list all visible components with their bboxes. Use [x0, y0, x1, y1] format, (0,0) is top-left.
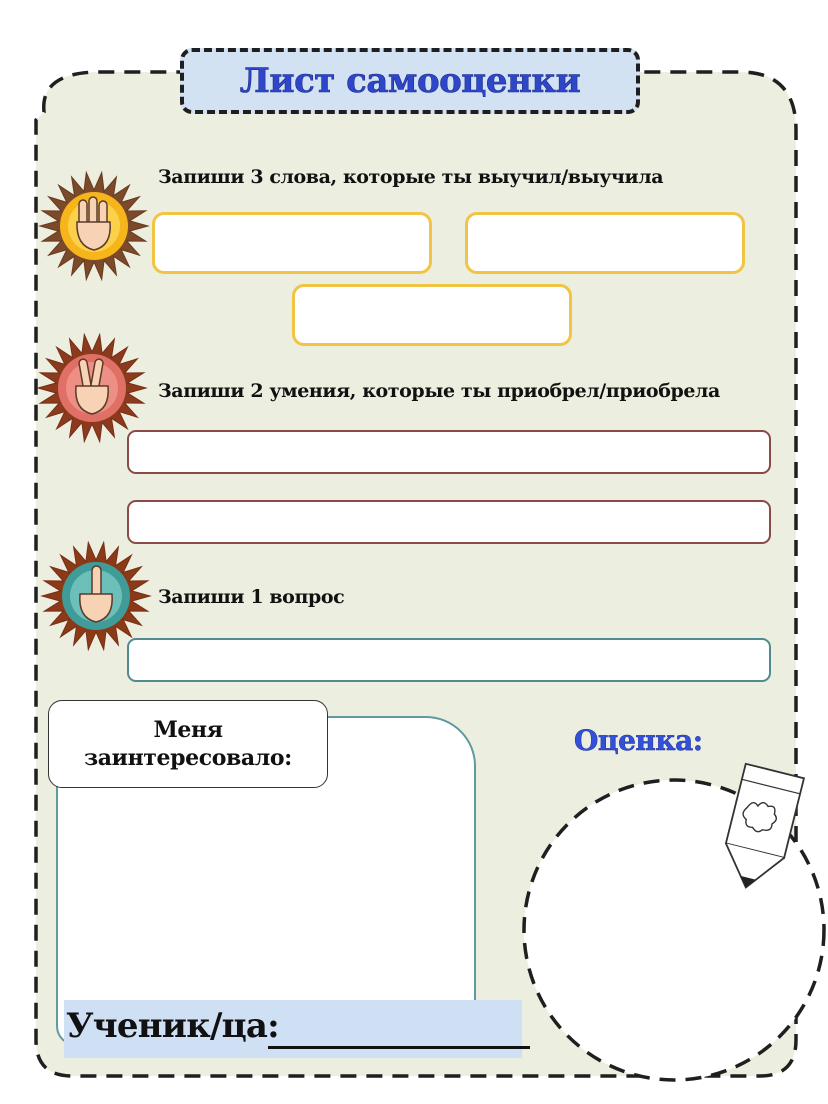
- title-banner: [180, 48, 640, 114]
- student-name-line[interactable]: [268, 1046, 530, 1049]
- interest-label-line2: заинтересовало:: [84, 745, 292, 771]
- section-heading-skills: Запиши 2 умения, которые ты приобрел/приобрела: [158, 380, 720, 402]
- section-heading-question: Запиши 1 вопрос: [158, 586, 345, 608]
- interest-label: [48, 700, 328, 788]
- word-input-3[interactable]: [292, 284, 572, 346]
- student-label: Ученик/ца:: [66, 1006, 279, 1046]
- question-input[interactable]: [127, 638, 771, 682]
- section-heading-words: Запиши 3 слова, которые ты выучил/выучила: [158, 166, 664, 188]
- skill-input-1[interactable]: [127, 430, 771, 474]
- one-finger-hand-icon: [40, 540, 152, 652]
- word-input-1[interactable]: [152, 212, 432, 274]
- skill-input-2[interactable]: [127, 500, 771, 544]
- three-fingers-hand-icon: [38, 170, 150, 282]
- interest-label-line1: Меня: [153, 717, 223, 743]
- two-fingers-hand-icon: [36, 332, 148, 444]
- pencil-sticker-icon: [700, 760, 810, 900]
- page-title: Лист самооценки: [239, 61, 581, 101]
- grade-label: Оценка:: [574, 724, 703, 757]
- word-input-2[interactable]: [465, 212, 745, 274]
